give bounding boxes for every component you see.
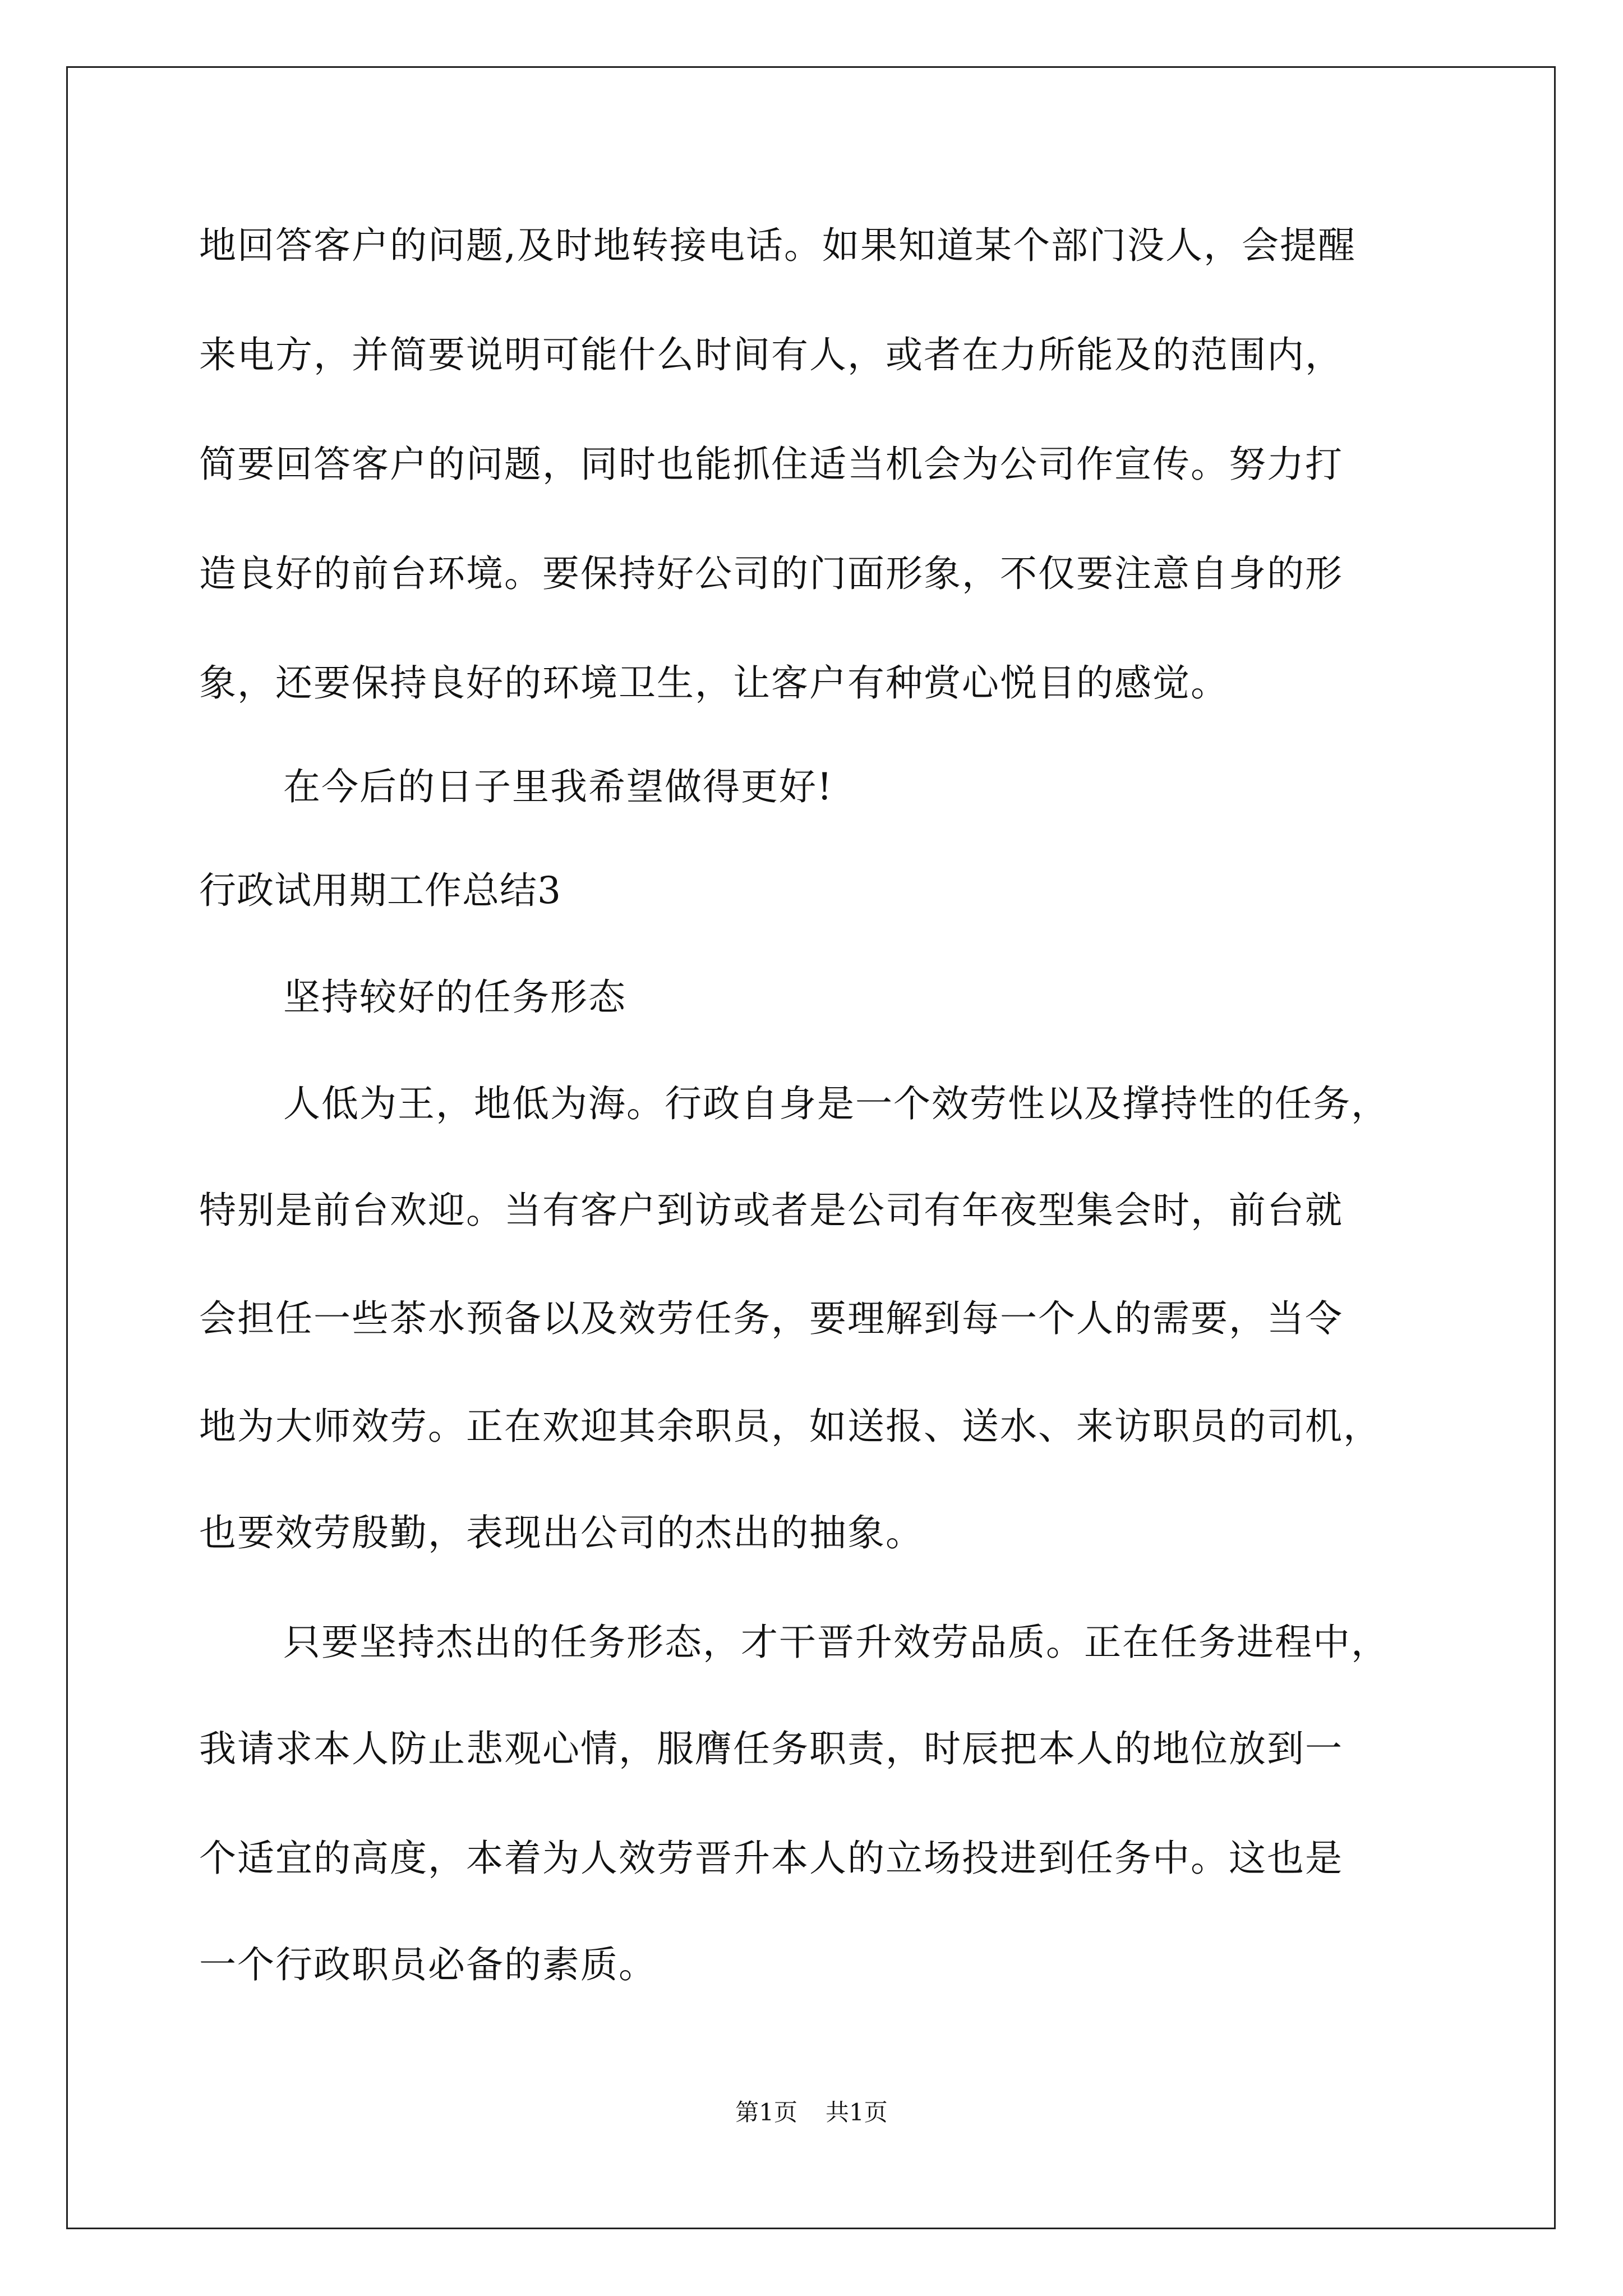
body-line: 造良好的前台环境。要保持好公司的门面形象，不仅要注意自身的形	[199, 552, 1343, 595]
body-line: 来电方，并简要说明可能什么时间有人，或者在力所能及的范围内，	[199, 333, 1343, 376]
page-frame	[66, 66, 1556, 2229]
body-line: 我请求本人防止悲观心情，服膺任务职责，时辰把本人的地位放到一	[199, 1727, 1343, 1770]
body-line: 特别是前台欢迎。当有客户到访或者是公司有年夜型集会时，前台就	[199, 1189, 1343, 1232]
body-line: 一个行政职员必备的素质。	[199, 1943, 657, 1986]
body-line: 人低为王，地低为海。行政自身是一个效劳性以及撑持性的任务，	[283, 1082, 1389, 1125]
page-footer	[0, 2101, 1623, 2124]
section-heading: 行政试用期工作总结3	[199, 869, 561, 912]
page-number: 第1页	[735, 2099, 797, 2126]
body-line: 会担任一些茶水预备以及效劳任务，要理解到每一个人的需要，当令	[199, 1297, 1343, 1340]
body-line: 个适宜的高度，本着为人效劳晋升本人的立场投进到任务中。这也是	[199, 1837, 1343, 1880]
body-line: 地回答客户的问题,及时地转接电话。如果知道某个部门没人，会提醒	[199, 224, 1356, 267]
page-total: 共1页	[826, 2099, 888, 2126]
body-line: 象，还要保持良好的环境卫生，让客户有种赏心悦目的感觉。	[199, 661, 1229, 705]
body-line: 在今后的日子里我希望做得更好!	[283, 765, 833, 808]
body-line: 简要回答客户的问题，同时也能抓住适当机会为公司作宣传。努力打	[199, 443, 1343, 486]
body-line: 地为大师效劳。正在欢迎其余职员，如送报、送水、来访职员的司机，	[199, 1405, 1381, 1448]
body-line: 只要坚持杰出的任务形态，才干晋升效劳品质。正在任务进程中，	[283, 1621, 1389, 1664]
body-line: 也要效劳殷勤，表现出公司的杰出的抽象。	[199, 1511, 924, 1554]
subheading: 坚持较好的任务形态	[283, 976, 626, 1019]
